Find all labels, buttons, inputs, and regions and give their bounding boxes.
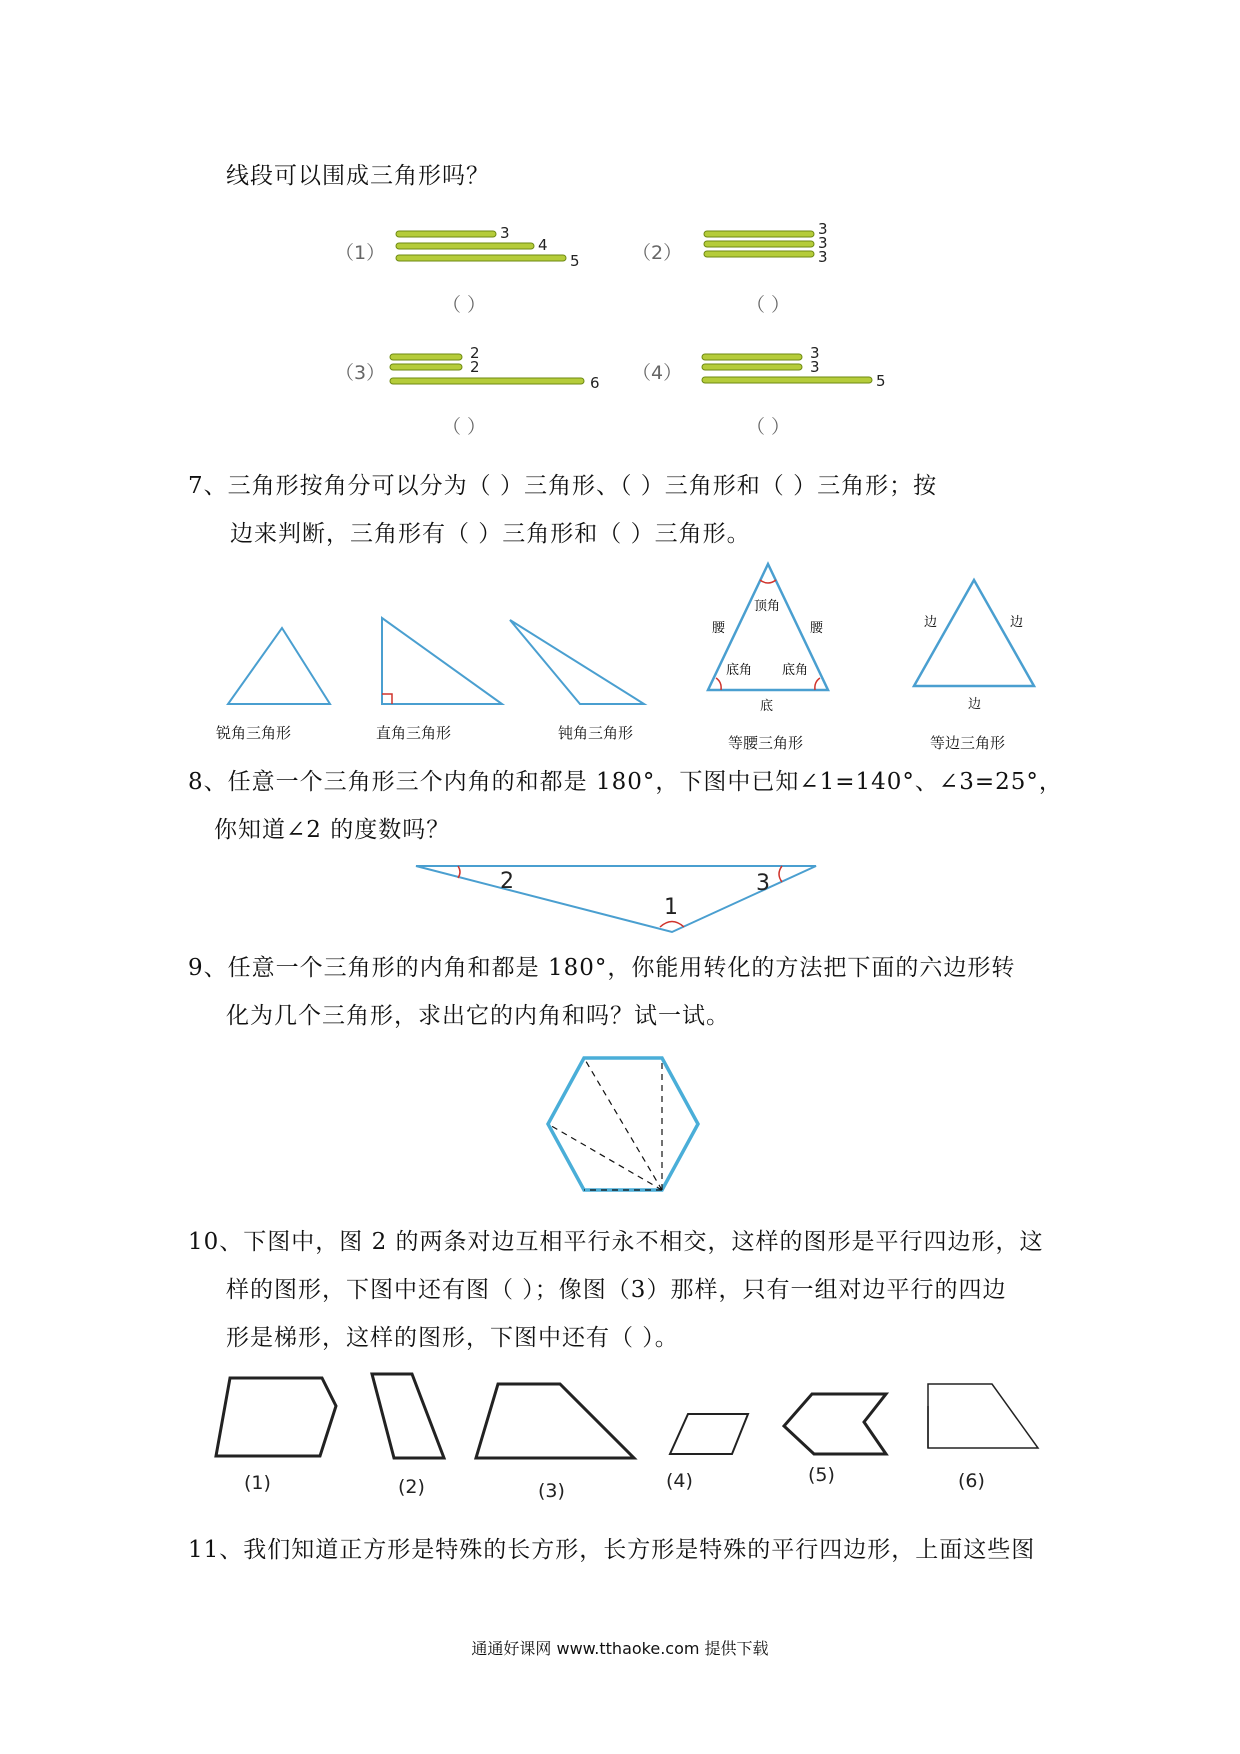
equilateral-bottom-label: 边	[968, 697, 982, 712]
q9-line-2: 化为几个三角形，求出它的内角和吗？试一试。	[226, 1003, 730, 1029]
page-footer: 通通好课网 www.tthaoke.com 提供下载	[471, 1639, 769, 1658]
angle-3-label: 3	[756, 871, 770, 896]
q6-item-4-label: （4）	[632, 362, 683, 384]
q6-sticks-4	[696, 344, 896, 394]
isosceles-base-label: 底	[760, 699, 774, 714]
q8-angle-triangle	[410, 858, 830, 938]
stick-length-label: 5	[570, 252, 580, 270]
stick-length-label: 2	[470, 358, 480, 376]
q10-line-2: 样的图形，下图中还有图（ ）；像图（3）那样，只有一组对边平行的四边	[226, 1277, 1007, 1303]
stick-length-label: 3	[818, 248, 828, 266]
base-angle-right-label: 底角	[782, 663, 809, 678]
q6-item-2-answer[interactable]: （ ）	[746, 294, 791, 316]
q6-item-3-answer[interactable]: （ ）	[442, 416, 487, 438]
q6-item-1-label: （1）	[335, 242, 386, 264]
stick-length-label: 4	[538, 236, 548, 254]
base-angle-left-label: 底角	[726, 663, 753, 678]
q6-item-3-label: （3）	[335, 362, 386, 384]
q6-sticks-1	[390, 224, 590, 274]
acute-triangle	[220, 620, 340, 710]
stick-length-label: 3	[810, 344, 820, 362]
q6-sticks-2	[700, 220, 840, 270]
leg-left-label: 腰	[712, 621, 726, 636]
leg-right-label: 腰	[810, 621, 824, 636]
q7-line-1: 7、三角形按角分可以分为（ ）三角形、（ ）三角形和（ ）三角形；按	[188, 473, 938, 499]
q6-item-1-answer[interactable]: （ ）	[442, 294, 487, 316]
stick-length-label: 2	[470, 344, 480, 362]
angle-1-label: 1	[664, 895, 678, 920]
equilateral-triangle	[900, 574, 1050, 694]
obtuse-triangle-caption: 钝角三角形	[558, 724, 634, 742]
angle-2-label: 2	[500, 869, 514, 894]
q6-sticks-3	[384, 344, 624, 394]
q10-shapes	[200, 1368, 1060, 1488]
side-left-label: 边	[924, 615, 938, 630]
hexagon-figure	[538, 1052, 708, 1202]
shape-label-2: (2)	[398, 1476, 425, 1498]
stick-length-label: 3	[818, 220, 828, 238]
q7-line-2: 边来判断，三角形有（ ）三角形和（ ）三角形。	[230, 521, 751, 547]
q10-line-1: 10、下图中，图 2 的两条对边互相平行永不相交，这样的图形是平行四边形，这	[188, 1229, 1044, 1255]
side-right-label: 边	[1010, 615, 1024, 630]
shape-label-3: (3)	[538, 1480, 565, 1502]
q9-line-1: 9、任意一个三角形的内角和都是 180°，你能用转化的方法把下面的六边形转	[188, 955, 1016, 981]
q8-line-1: 8、任意一个三角形三个内角的和都是 180°，下图中已知∠1=140°、∠3=25°，	[188, 769, 1063, 795]
q6-item-2-label: （2）	[632, 242, 683, 264]
shape-label-1: (1)	[244, 1472, 271, 1494]
shape-label-6: (6)	[958, 1470, 985, 1492]
stick-length-label: 5	[876, 372, 886, 390]
stick-length-label: 3	[810, 358, 820, 376]
q8-line-2: 你知道∠2 的度数吗？	[214, 817, 451, 843]
q10-line-3: 形是梯形，这样的图形，下图中还有（ ）。	[226, 1325, 679, 1351]
stick-length-label: 6	[590, 374, 600, 392]
isosceles-triangle-caption: 等腰三角形	[728, 734, 804, 752]
obtuse-triangle	[502, 612, 652, 712]
shape-label-4: (4)	[666, 1470, 693, 1492]
right-triangle	[372, 612, 512, 712]
q11-line-1: 11、我们知道正方形是特殊的长方形，长方形是特殊的平行四边形，上面这些图	[188, 1537, 1036, 1563]
q6-question-line: 线段可以围成三角形吗？	[226, 163, 490, 189]
stick-length-label: 3	[818, 234, 828, 252]
acute-triangle-caption: 锐角三角形	[216, 724, 292, 742]
right-triangle-caption: 直角三角形	[376, 724, 452, 742]
shape-label-5: (5)	[808, 1464, 835, 1486]
equilateral-triangle-caption: 等边三角形	[930, 734, 1006, 752]
stick-length-label: 3	[500, 224, 510, 242]
isosceles-triangle	[700, 560, 840, 700]
q6-item-4-answer[interactable]: （ ）	[746, 416, 791, 438]
apex-angle-label: 顶角	[754, 599, 781, 614]
